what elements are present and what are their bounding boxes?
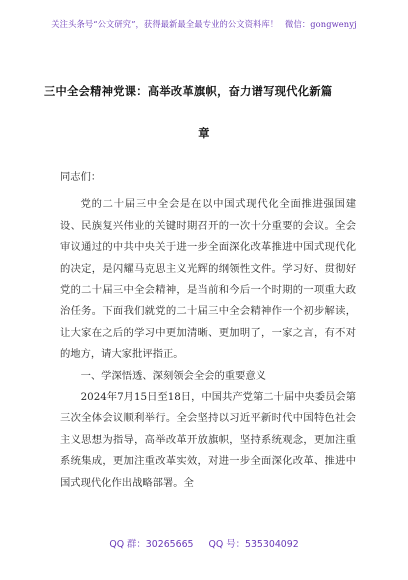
header-notice xyxy=(0,18,408,30)
section-heading: 一、学深悟透、深刻领会全会的重要意义 xyxy=(80,369,266,382)
footer-qq-group: QQ 群：30265665 xyxy=(109,539,194,550)
document-title-line1: 三中全会精神党课：高举改革旗帜，奋力谱写现代化新篇 xyxy=(44,84,333,98)
footer-contact xyxy=(0,536,408,550)
document-body xyxy=(60,167,356,494)
paragraph-intro: 党的二十届三中全会是在以中国式现代化全面推进强国建设、民族复兴伟业的关键时期召开的一次十分重要的会议。全会审议通过的中共中央关于进一步全面深化改革推进中国式现代化的决定，是闪耀马克思主义光辉的纲领性文件。学习好、贯彻好党的二十届三中全会精神，是当前和今后一个时期的一项重大政治任务。下面我们就党的二十届三中全会精神作一个初步解读，让大家在之后的学习中更加清晰、更加明了，一家之言，有不对的地方，请大家批评指正。 xyxy=(60,198,356,361)
document-title xyxy=(44,70,364,154)
header-wechat-text: 微信：gongwenyj xyxy=(285,19,357,29)
header-notice-text: 关注头条号“公文研究”，获得最新最全最专业的公文资料库！ xyxy=(51,19,279,29)
greeting: 同志们： xyxy=(60,171,102,183)
document-title-line2: 章 xyxy=(198,126,210,140)
footer-qq-number: QQ 号：535304092 xyxy=(208,539,299,550)
paragraph-section-1: 2024年7月15日至18日，中国共产党第二十届中央委员会第三次全体会议顺利举行。全会坚持以习近平新时代中国特色社会主义思想为指导，高举改革开放旗帜，坚持系统观念，更加注重系统集成，更加注重改革实效，对进一步全面深化改革、推进中国式现代化作出战略部署。全 xyxy=(60,391,356,489)
